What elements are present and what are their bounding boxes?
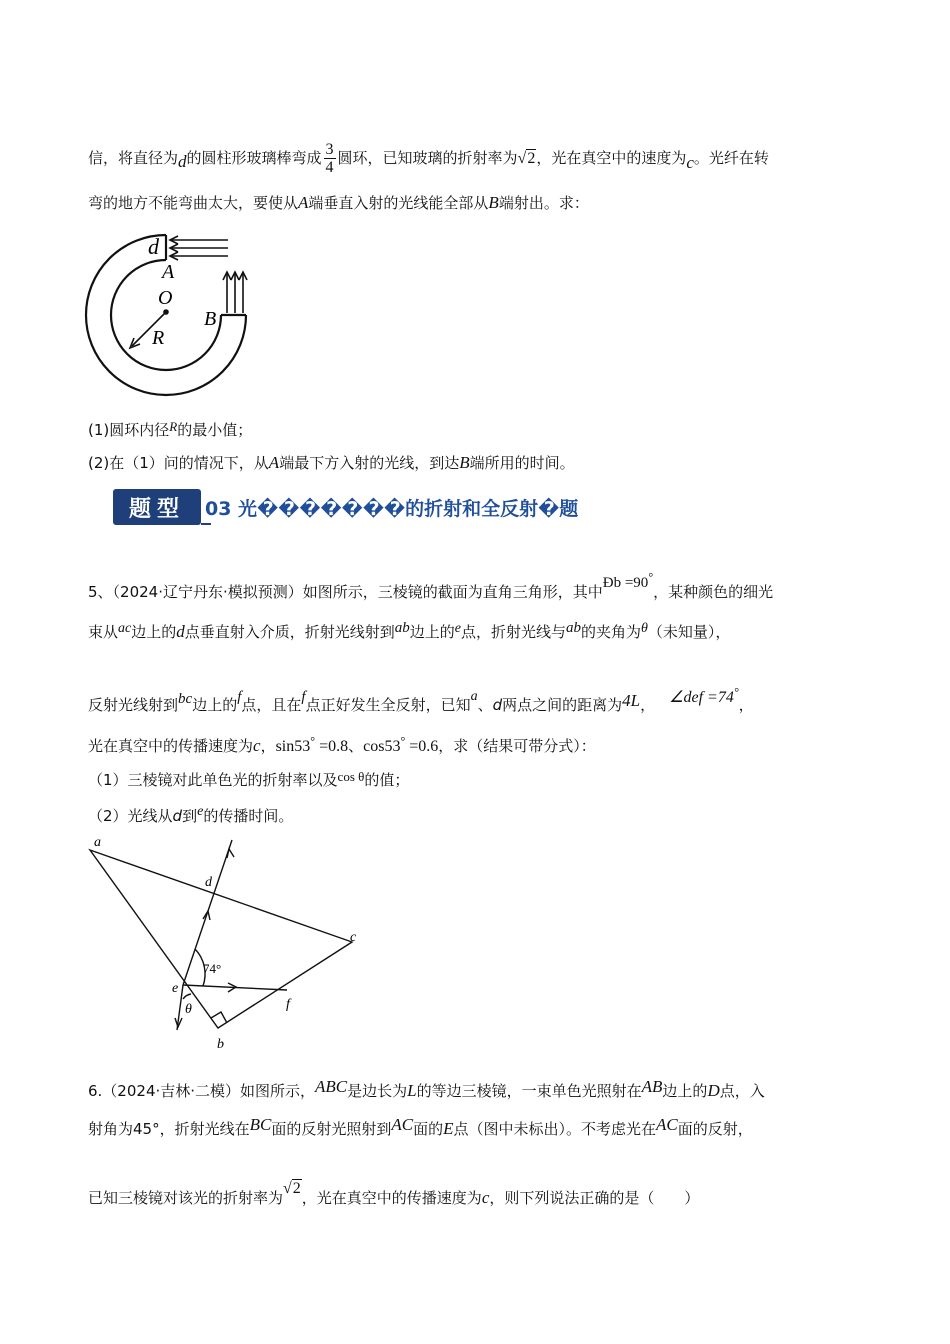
- fig-label-b: b: [217, 1037, 224, 1052]
- angle-def: ∠def =74°: [669, 685, 739, 706]
- section-tag: 题型: [113, 489, 201, 525]
- fig-label-A: A: [162, 261, 175, 283]
- p6-line-2: 射角为45°，折射光线在BC面的反射光照射到AC面的E点（图中未标出）。不考虑光在AC面的反射，: [88, 1115, 753, 1138]
- section-banner: [113, 489, 589, 525]
- banner-rule: [201, 523, 211, 525]
- fig-label-theta: θ: [185, 1002, 192, 1017]
- p4-line-2: 弯的地方不能弯曲太大，要使从A端垂直入射的光线能全部从B端射出。求：: [88, 193, 589, 212]
- fig-label-O: O: [158, 287, 173, 309]
- var-c: c: [686, 153, 694, 172]
- fig-label-e: e: [172, 981, 179, 996]
- p6-line-1: 6.（2024·吉林·二模）如图所示，ABC是边长为L的等边三棱镜，一束单色光照射在AB边上的D点，入: [88, 1077, 765, 1100]
- p5-line-4: 光在真空中的传播速度为c，sin53° =0.8、cos53° =0.6，求（结果可带分式）：: [88, 734, 596, 755]
- sqrt-two-p6: √2: [283, 1180, 301, 1197]
- angle-b-90: Ðb =90°: [602, 570, 654, 591]
- var-d: d: [178, 152, 187, 171]
- fig-label-B: B: [204, 308, 217, 330]
- fig-label-d: d: [205, 875, 212, 890]
- fig-label-f: f: [286, 997, 290, 1012]
- fig-label-c: c: [350, 930, 357, 945]
- prism-figure: [84, 830, 374, 1060]
- fraction-three-quarters: $\frac{3}{4}$: [325, 141, 334, 176]
- fig-label-angle: 74°: [203, 961, 222, 976]
- p5-question-2: （2）光线从d到e的传播时间。: [88, 804, 294, 825]
- center-point: [163, 309, 169, 315]
- p4-question-1: (1)圆环内径R的最小值；: [88, 419, 253, 439]
- p4-line-1: 信，将直径为d的圆柱形玻璃棒弯成 $\frac{3}{4}$ 圆环，已知玻璃的折射率为√2，光在真空中的速度为c。光纤在转: [88, 141, 769, 176]
- angle-arc-theta: [183, 994, 191, 999]
- sqrt-two: √2: [517, 150, 536, 167]
- p5-line-1: 5、（2024·辽宁丹东·模拟预测）如图所示，三棱镜的截面为直角三角形，其中Ðb =90°，某种颜色的细光: [88, 570, 774, 601]
- p6-line-3: 已知三棱镜对该光的折射率为√2，光在真空中的传播速度为c，则下列说法正确的是（ ）: [88, 1180, 700, 1207]
- ring-fiber-figure: [82, 228, 262, 398]
- fig-label-a: a: [94, 835, 101, 850]
- prism-triangle: [90, 850, 352, 1028]
- p5-line-3: 反射光线射到bc边上的f点，且在f点正好发生全反射，已知a、d两点之间的距离为4L， ∠def =74°，: [88, 685, 754, 714]
- p5-line-2: 束从ac边上的d点垂直射入介质，折射光线射到ab边上的e点，折射光线与ab的夹角为θ（未知量），: [88, 620, 731, 641]
- fig-label-R: R: [152, 327, 165, 349]
- fig-label-d: d: [148, 234, 159, 259]
- section-title: 03 光�������的折射和全反射�题: [205, 498, 579, 520]
- p5-question-1: （1）三棱镜对此单色光的折射率以及cos θ的值；: [88, 769, 410, 789]
- p4-question-2: (2)在（1）问的情况下，从A端最下方入射的光线，到达B端所用的时间。: [88, 453, 575, 472]
